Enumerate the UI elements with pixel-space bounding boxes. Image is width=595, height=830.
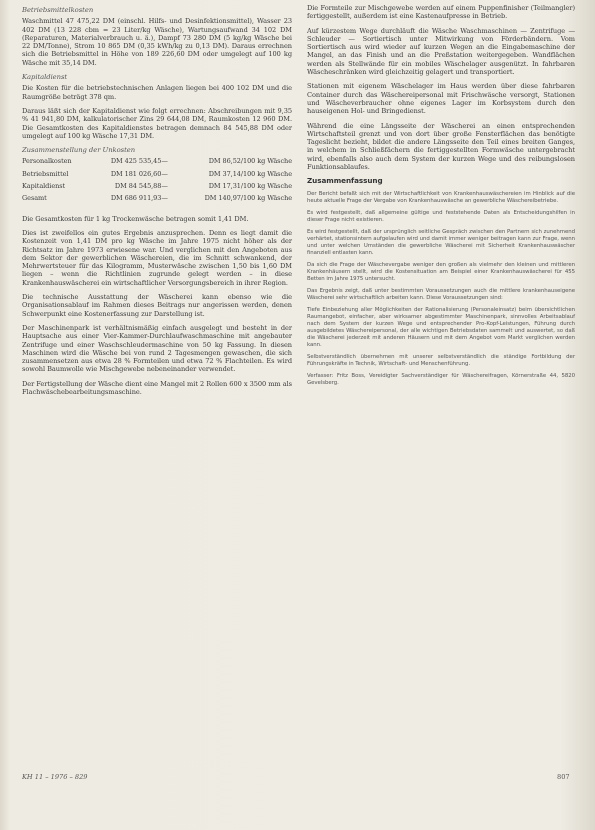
- table-row: [22, 157, 292, 169]
- summary-paragraph: Da sich die Frage der Wäschevergabe weniger den großen als vielmehr den kleinen und mittleren Krankenhäusern stellt, wird die Kostensituation am Beispiel einer Krankenhauswäscherei für 455 Betten im Jahre 1975 untersucht.: [307, 261, 575, 282]
- right-column: [307, 4, 575, 392]
- table-row: [22, 182, 292, 194]
- cost-per-100kg: DM 17,31/100 kg Wäsche: [208, 182, 292, 191]
- heading-zusammenfassung: Zusammenfassung: [307, 176, 383, 186]
- paragraph: Der Maschinenpark ist verhältnismäßig einfach ausgelegt und besteht in der Hauptsache aus einer Vier-Kammer-Durchlaufwaschmaschine mit angebauter Zentrifuge und einer Waschschleudermaschine von 50 kg Fassung. In diesen Maschinen wird die Wäsche bei von rund 2 Tagesmengen gewaschen, die sich zusammensetzen aus etwa 28 % Formteilen und etwa 72 % Flachteilen. Es wird sowohl Baumwolle wie Mischgewebe nebeneinander verwendet.: [22, 323, 292, 374]
- paragraph: Dies ist zweifellos ein gutes Ergebnis anzusprechen. Denn es liegt damit die Kostenzeit von 1,41 DM pro kg Wäsche im Jahre 1975 nicht höher als der Richtsatz im Jahre 1973 erwiesene war. Und verglichen mit den Angeboten aus dem Sektor der gewerblichen Wäschereien, die im Schnitt schwankend, der Mehrwertsteuer für das Kilogramm, Musterwäsche zwischen 1,50 bis 1,60 DM liegen – wenn die Richtlinien zugrunde gelegt werden – in diese Krankenhauswäscherei ein wirtschaftlicher Versorgungsbereich in ihrer Region.: [22, 228, 292, 287]
- cost-label: Betriebsmittel: [22, 169, 69, 178]
- cost-table: [22, 157, 292, 206]
- paragraph: Die Kosten für die betriebstechnischen Anlagen liegen bei 400 102 DM und die Raumgröße beträgt 378 qm.: [22, 84, 292, 101]
- paragraph: Während die eine Längsseite der Wäscherei an einen entsprechenden Wirtschaftsteil grenzt und von dort über große Fensterflächen das benötigte Tageslicht bezieht, bildet die andere Längsseite den Teil eines breiten Ganges, in welchem in Schließfächern die fertiggestellten Formwäsche untergebracht wird, ebenfalls also auch dem System der kurzen Wege und des reibungslosen Funktionsablaufes.: [307, 121, 575, 172]
- paragraph: Daraus läßt sich der Kapitaldienst wie folgt errechnen: Abschreibungen mit 9,35 % 41 941,80 DM, kalkulatorischer Zins 29 644,08 DM, Raumkosten 12 960 DM. Die Gesamtkosten des Kapitaldienstes betragen demnach 84 545,88 DM oder umgelegt auf 100 kg Wäsche 17,31 DM.: [22, 106, 292, 140]
- paragraph: Die technische Ausstattung der Wäscherei kann ebenso wie die Organisationsablauf im Rahmen dieses Beitrags nur angerissen werden, denen Schwerpunkt eine Kostenerfassung zur Darstellung ist.: [22, 293, 292, 318]
- left-column: [22, 6, 292, 402]
- cost-sep: —: [161, 169, 168, 178]
- summary-paragraph: Das Ergebnis zeigt, daß unter bestimmten Voraussetzungen auch die mittlere krankenhauseigene Wäscherei sehr wirtschaftlich arbeiten kann. Diese Voraussetzungen sind:: [307, 287, 575, 301]
- cost-per-100kg: DM 37,14/100 kg Wäsche: [208, 169, 292, 178]
- heading-kapitaldienst: Kapitaldienst: [22, 73, 68, 82]
- paragraph: Waschmittel 47 475,22 DM (einschl. Hilfs- und Desinfektionsmittel), Wasser 23 402 DM (13 228 cbm = 23 Liter/kg Wäsche), Wartungsaufwand 34 102 DM (Reparaturen, Materialverbrauch u. ä.), Dampf 73 280 DM (5 kg/kg Wäsche bei 22 DM/Tonne), Strom 10 865 DM (0,35 kWh/kg zu 0,13 DM). Daraus errechnen sich die Betriebsmittel in Höhe von 189 226,60 DM oder umgelegt auf 100 kg Wäsche mit 35,14 DM.: [22, 17, 292, 67]
- cost-amount: DM 84 545,88: [114, 182, 162, 191]
- summary-paragraph: Es wird festgestellt, daß allgemeine gültige und feststehende Daten als Entscheidungshilfen in dieser Frage nicht existieren.: [307, 209, 575, 223]
- summary-paragraph: Der Bericht befaßt sich mit der Wirtschaftlichkeit von Krankenhauswäschereien im Hinblick auf die heute aktuelle Frage der Vergabe von Krankenhauswäsche an gewerbliche Wäschereibetriebe.: [307, 190, 575, 204]
- page-number: 807: [557, 773, 570, 781]
- summary-block: [307, 191, 575, 387]
- cost-per-100kg: DM 86,52/100 kg Wäsche: [208, 157, 292, 166]
- cost-sep: —: [161, 157, 168, 166]
- cost-amount: DM 425 535,45: [110, 157, 162, 166]
- paragraph: Der Fertigstellung der Wäsche dient eine Mangel mit 2 Rollen 600 x 3500 mm als Flachwäschebearbeitungsmaschine.: [22, 379, 292, 396]
- heading-zusammenstellung: Zusammenstellung der Unkosten: [22, 146, 136, 155]
- cost-sep: —: [161, 182, 168, 191]
- paragraph: Die Formteile zur Mischgewebe werden auf einem Puppenfinisher (Teilmangler) fertiggestellt, außerdem ist eine Kastenaufpresse in Betrieb.: [307, 4, 575, 21]
- cost-label: Personalkosten: [22, 157, 72, 166]
- heading-betriebsmittelkosten: Betriebsmittelkosten: [22, 6, 94, 14]
- paragraph: Stationen mit eigenem Wäschelager im Haus werden über diese fahrbaren Container durch das Wäschereipersonal mit Frischwäsche versorgt, Stationen und Wäscheverbraucher ohne eigenes Lager im Korbsystem durch den hauseigenen Hol- und Bringedienst.: [307, 82, 575, 116]
- cost-label: Kapitaldienst: [22, 182, 66, 191]
- cost-amount: DM 686 911,93: [110, 194, 162, 203]
- cost-amount: DM 181 026,60: [110, 169, 162, 178]
- journal-citation: KH 11 – 1976 – 829: [22, 773, 88, 781]
- summary-paragraph: Tiefe Einbeziehung aller Möglichkeiten der Rationalisierung (Personaleinsatz) beim übersichtlichen Raumangebot, einfacher, aber wirksamer abgestimmter Maschinenpark, sinnvolles Arbeitsablauf nach dem System der kurzen Wege und entsprechender Pro-Kopf-Leistungen, Führung durch ausgebildetes Wäschereipersonal, der alle wichtigen Betriebsdaten sammelt und auswertet, so daß die Wäscherei jederzeit mit anderen Häusern und mit dem Angebot vom Markt verglichen werden kann.: [307, 306, 575, 348]
- paragraph: Die Gesamtkosten für 1 kg Trockenwäsche betragen somit 1,41 DM.: [22, 214, 249, 223]
- summary-paragraph: Es wird festgestellt, daß der ursprünglich seitliche Gespräch zwischen den Partnern sich zunehmend verhärtet, stationsintern aufgelaufen wird und damit immer weniger beitragen kann zur Frage, wenn und unter welchen Umständen die gewerbliche Wäscherei mit Sicherheit Krankenhauswäscher finanziell entlasten kann.: [307, 228, 575, 256]
- author-note: Verfasser: Fritz Boss, Vereidigter Sachverständiger für Wäschereifragen, Körnerstraße 44, 5820 Gevelsberg.: [307, 372, 575, 386]
- summary-paragraph: Selbstverständlich übernehmen mit unserer selbstverständlich die ständige Fortbildung der Führungskräfte in Technik, Wirtschaft- und Menschenführung.: [307, 353, 575, 367]
- paragraph: Auf kürzestem Wege durchläuft die Wäsche Waschmaschinen — Zentrifuge — Schleuder — Sortiertisch unter Mitwirkung von Förderbändern. Vom Sortiertisch aus wird wieder auf kurzen Wegen an die Eingabemaschine der Mangel, an das Finish und an die Preßstation weitergegeben. Wandflächen werden als Stellwände für ein mobiles Wäschelager ausgenützt. In fahrbaren Wäscheschränken wird gleichzeitig gelagert und transportiert.: [307, 26, 575, 77]
- cost-label: Gesamt: [22, 194, 47, 203]
- cost-sep: —: [161, 194, 168, 203]
- cost-per-100kg: DM 140,97/100 kg Wäsche: [204, 194, 292, 203]
- table-row: [22, 170, 292, 182]
- table-row: [22, 194, 292, 206]
